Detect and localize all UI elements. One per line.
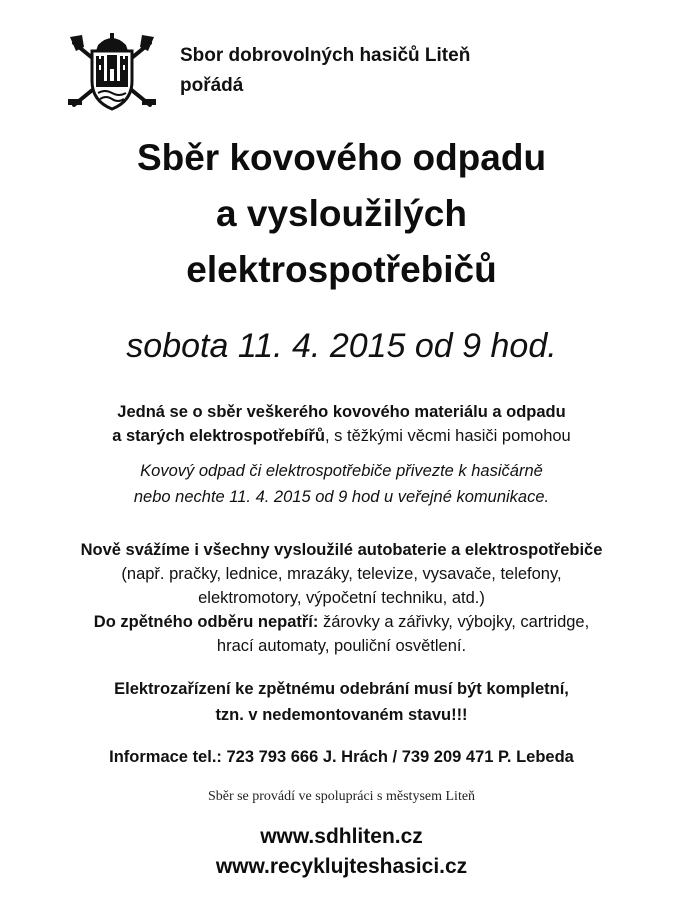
intro-text (0, 400, 683, 448)
collection-line-5: hrací automaty, pouliční osvětlení. (216, 637, 467, 655)
cooperation-note: Sběr se provádí ve spolupráci s městysem Liteň (207, 789, 476, 804)
intro-line-1: Jedná se o sběr veškerého kovového materiálu a odpadu (117, 403, 566, 421)
not-accepted-label: Do zpětného odběru nepatří: (93, 613, 319, 631)
website-link-recyklujteshasici[interactable]: www.recyklujteshasici.cz (215, 855, 468, 878)
collection-line-4 (0, 610, 683, 634)
event-title (0, 130, 683, 298)
website-link-sdhliten[interactable]: www.sdhliten.cz (260, 825, 423, 848)
intro-line-2-bold: a starých elektrospotřebířů (112, 427, 325, 445)
fire-brigade-emblem-icon (66, 29, 158, 113)
warning-text (0, 676, 683, 728)
collection-line-1: Nově svážíme i všechny vysloužilé autobaterie a elektrospotřebiče (80, 541, 603, 559)
title-line-2: a vysloužilých (216, 193, 467, 234)
organizer (180, 41, 470, 101)
event-date: sobota 11. 4. 2015 od 9 hod. (126, 327, 557, 365)
not-accepted-items: žárovky a zářivky, výbojky, cartridge, (318, 613, 590, 631)
collection-line-2: (např. pračky, lednice, mrazáky, televize, vysavače, telefony, (121, 565, 562, 583)
dropoff-line-1: Kovový odpad či elektrospotřebiče přivezte k hasičárně (140, 462, 543, 480)
presents-label: pořádá (180, 75, 244, 96)
intro-line-2 (0, 424, 683, 448)
organization-name: Sbor dobrovolných hasičů Liteň (180, 45, 471, 66)
contact-info (0, 745, 683, 769)
dropoff-text (0, 458, 683, 510)
dropoff-line-2: nebo nechte 11. 4. 2015 od 9 hod u veřejné komunikace. (133, 488, 550, 506)
warning-line-2: tzn. v nedemontovaném stavu!!! (215, 706, 468, 724)
websites (0, 822, 683, 882)
title-line-3: elektrospotřebičů (186, 249, 497, 290)
header (66, 26, 470, 116)
collection-text (0, 538, 683, 658)
intro-line-2-rest: , s těžkými věcmi hasiči pomohou (324, 427, 571, 445)
title-line-1: Sběr kovového odpadu (136, 137, 547, 178)
collection-line-3: elektromotory, výpočetní techniku, atd.) (198, 589, 485, 607)
contact-line: Informace tel.: 723 793 666 J. Hrách / 739 209 471 P. Lebeda (109, 748, 574, 766)
warning-line-1: Elektrozařízení ke zpětnému odebrání musí být kompletní, (114, 680, 569, 698)
